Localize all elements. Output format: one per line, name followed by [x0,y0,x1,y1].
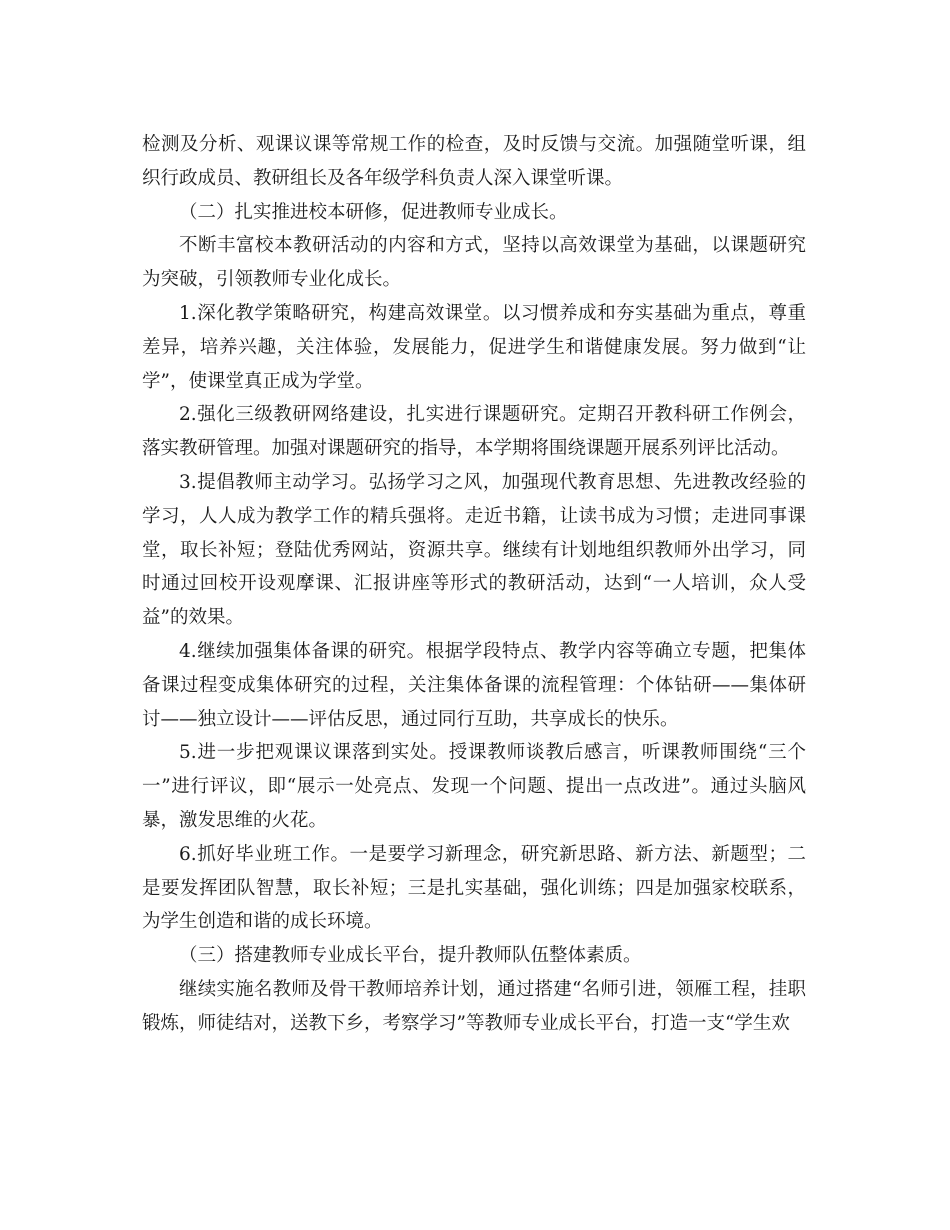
section-heading-2: （二）扎实推进校本研修，促进教师专业成长。 [179,201,568,223]
paragraph-final: 继续实施名教师及骨干教师培养计划，通过搭建“名师引进，领雁工程，挂职锻炼，师徒结对，送教下乡，考察学习”等教师专业成长平台，打造一支“学生欢 [142,978,806,1034]
list-item-5: 5.进一步把观课议课落到实处。授课教师谈教后感言，听课教师围绕“三个一”进行评议，即“展示一处亮点、发现一个问题、提出一点改进”。通过头脑风暴，激发思维的火花。 [142,742,806,831]
list-item-4: 4.继续加强集体备课的研究。根据学段特点、教学内容等确立专题，把集体备课过程变成集体研究的过程，关注集体备课的流程管理：个体钻研——集体研讨——独立设计——评估反思，通过同行互助，共享成长的快乐。 [142,640,806,730]
list-item-2: 2.强化三级教研网络建设，扎实进行课题研究。定期召开教科研工作例会，落实教研管理。加强对课题研究的指导，本学期将围绕课题开展系列评比活动。 [142,404,806,460]
section-heading-3: （三）搭建教师专业成长平台，提升教师队伍整体素质。 [179,945,642,967]
list-item-1: 1.深化教学策略研究，构建高效课堂。以习惯养成和夯实基础为重点，尊重差异，培养兴趣，关注体验，发展能力，促进学生和谐健康发展。努力做到“让学”，使课堂真正成为学堂。 [142,302,806,392]
paragraph-continuation: 检测及分析、观课议课等常规工作的检查，及时反馈与交流。加强随堂听课，组织行政成员、教研组长及各年级学科负责人深入课堂听课。 [142,134,806,189]
document-body [142,128,806,1041]
list-item-6: 6.抓好毕业班工作。一是要学习新理念，研究新思路、新方法、新题型；二是要发挥团队智慧，取长补短；三是扎实基础，强化训练；四是加强家校联系，为学生创造和谐的成长环境。 [142,843,806,933]
list-item-3: 3.提倡教师主动学习。弘扬学习之风，加强现代教育思想、先进教改经验的学习，人人成为教学工作的精兵强将。走近书籍，让读书成为习惯；走进同事课堂，取长补短；登陆优秀网站，资源共享。继续有计划地组织教师外出学习，同时通过回校开设观摩课、汇报讲座等形式的教研活动，达到“一人培训，众人受益”的效果。 [142,471,806,629]
paragraph-intro: 不断丰富校本教研活动的内容和方式，坚持以高效课堂为基础，以课题研究为突破，引领教师专业化成长。 [142,235,806,291]
